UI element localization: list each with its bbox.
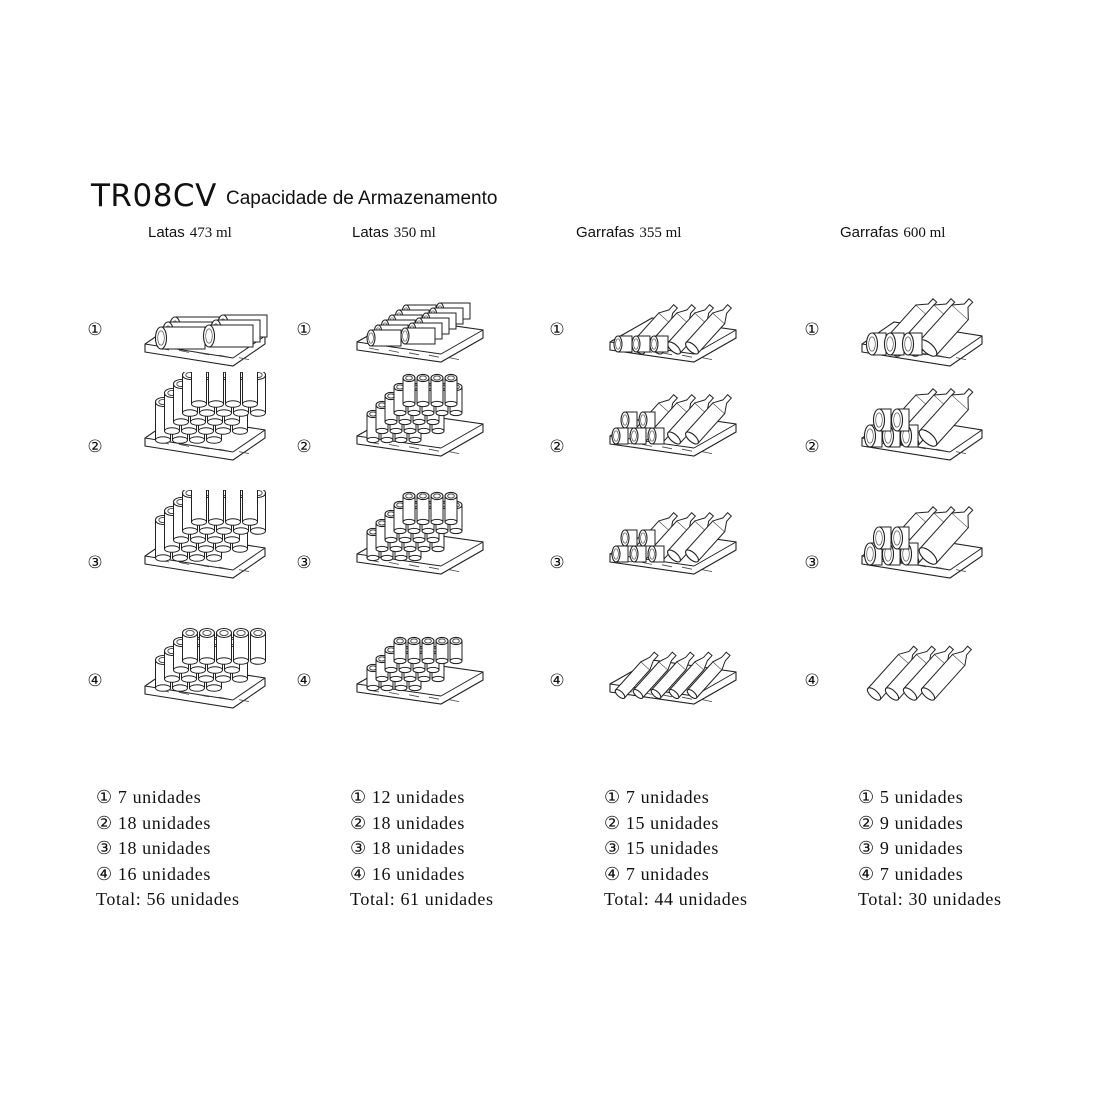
unit-count: 5 [879,787,890,807]
column-header-2 [352,224,436,242]
column-kind: Garrafas [840,224,899,241]
can-icon [630,546,646,562]
summary-line [604,836,748,862]
summary-column-1 [96,785,240,913]
total-line [604,887,748,913]
unit-count: 15 [625,812,646,833]
unit-label: unidades [396,863,465,884]
total-label: Total: [858,889,904,909]
unit-label: unidades [894,863,964,884]
unit-label: unidades [396,787,465,807]
unit-count: 16 [117,863,138,884]
unit-label: unidades [650,812,719,833]
unit-count: 7 [117,787,128,807]
unit-count: 7 [879,863,890,884]
shelf-marker: ③ [87,553,103,573]
summary-column-3 [604,785,748,913]
summary-line [604,811,748,837]
summary-column-4 [858,785,1002,913]
column-kind: Latas [352,224,389,241]
can-icon [621,530,637,546]
can-icon [632,336,650,352]
shelf-drawing-1-3 [135,490,285,590]
unit-label: unidades [396,838,465,858]
can-icon [648,546,664,562]
can-icon [885,333,905,355]
can-icon [892,409,910,431]
can-icon [403,374,415,406]
total-line [858,887,1002,913]
summary-line [858,862,1002,888]
can-icon [209,372,224,407]
unit-label: unidades [396,812,465,833]
shelf-drawing-4-3 [852,490,1002,590]
summary-line [96,836,240,862]
shelf-marker: ① [96,787,113,807]
unit-label: unidades [640,863,710,884]
can-icon [209,490,224,525]
unit-label: unidades [142,838,211,858]
shelf-marker: ③ [604,838,621,858]
shelf-marker: ② [87,437,103,457]
can-icon [621,412,637,428]
column-header-3 [576,224,681,242]
can-icon [614,336,632,352]
column-volume: 473 ml [189,225,232,241]
unit-count: 7 [625,863,636,884]
can-icon [867,333,887,355]
can-icon [874,409,892,431]
total-line [96,887,240,913]
shelf-drawing-3-1 [598,278,748,378]
can-icon [367,330,401,346]
can-icon [445,492,457,524]
summary-line [96,785,240,811]
shelf-marker: ② [296,437,312,457]
column-volume: 355 ml [639,225,682,241]
shelf-marker: ① [87,320,103,340]
unit-label: unidades [142,863,211,884]
shelf-drawing-1-4 [135,620,285,720]
unit-label: unidades [650,838,719,858]
summary-line [350,862,494,888]
can-icon [892,527,910,549]
unit-label: unidades [678,889,748,909]
shelf-marker: ② [96,812,113,833]
can-icon [903,333,923,355]
can-icon [243,372,258,407]
page-subtitle: Capacidade de Armazenamento [226,188,498,209]
can-icon [431,374,443,406]
shelf-marker: ① [804,320,820,340]
shelf-drawing-4-2 [852,372,1002,472]
total-label: Total: [96,889,142,909]
unit-label: unidades [170,889,240,909]
can-icon [874,527,892,549]
column-volume: 350 ml [393,225,436,241]
shelf-drawing-3-2 [598,372,748,472]
unit-count: 18 [371,838,392,858]
unit-label: unidades [894,812,964,833]
shelf-marker: ④ [804,671,820,691]
can-icon [650,336,668,352]
summary-line [604,785,748,811]
can-icon [156,327,206,349]
total-count: 56 [146,889,166,909]
shelf-drawing-2-3 [345,490,495,590]
shelf-marker: ③ [296,553,312,573]
unit-count: 18 [117,812,138,833]
column-kind: Latas [148,224,185,241]
can-icon [243,490,258,525]
unit-label: unidades [142,812,211,833]
unit-label: unidades [894,787,964,807]
can-icon [394,637,406,663]
summary-line [350,811,494,837]
shelf-marker: ① [350,787,367,807]
can-icon [639,530,655,546]
unit-count: 18 [117,838,138,858]
summary-line [96,862,240,888]
shelf-drawing-1-2 [135,372,285,472]
summary-line [350,836,494,862]
column-header-4 [840,224,945,242]
shelf-drawing-2-1 [345,278,495,378]
shelf-marker: ③ [858,838,875,858]
shelf-marker: ④ [858,863,875,884]
unit-label: unidades [640,787,710,807]
column-volume: 600 ml [903,225,946,241]
total-count: 61 [400,889,420,909]
total-label: Total: [350,889,396,909]
unit-label: unidades [132,787,202,807]
can-icon [408,637,420,663]
summary-column-2 [350,785,494,913]
can-icon [226,490,241,525]
unit-count: 9 [879,812,890,833]
summary-line [858,836,1002,862]
can-icon [403,492,415,524]
unit-label: unidades [932,889,1002,909]
shelf-marker: ④ [604,863,621,884]
shelf-drawing-2-2 [345,372,495,472]
shelf-marker: ④ [87,671,103,691]
unit-count: 9 [879,838,890,858]
column-header-1 [148,224,232,242]
shelf-marker: ② [804,437,820,457]
can-icon [445,374,457,406]
can-icon [204,325,254,347]
total-label: Total: [604,889,650,909]
total-count: 30 [908,889,928,909]
shelf-marker: ④ [96,863,113,884]
shelf-marker: ③ [804,553,820,573]
unit-label: unidades [424,889,494,909]
can-icon [436,637,448,663]
shelf-drawing-3-4 [598,620,748,720]
can-icon [417,492,429,524]
shelf-marker: ② [350,812,367,833]
shelf-drawing-3-3 [598,490,748,590]
can-icon [226,372,241,407]
can-icon [450,637,462,663]
unit-count: 12 [371,787,392,807]
shelf-marker: ④ [296,671,312,691]
total-count: 44 [654,889,674,909]
can-icon [192,372,207,407]
unit-count: 18 [371,812,392,833]
summary-line [604,862,748,888]
can-icon [639,412,655,428]
can-icon [251,629,266,665]
shelf-marker: ① [604,787,621,807]
summary-line [858,811,1002,837]
shelf-drawing-1-1 [135,278,285,378]
shelf-marker: ② [858,812,875,833]
shelf-marker: ② [549,437,565,457]
total-line [350,887,494,913]
can-icon [401,328,435,344]
unit-count: 15 [625,838,646,858]
can-icon [183,629,198,665]
can-icon [630,428,646,444]
shelf-drawing-2-4 [345,620,495,720]
model-title: TR08CV [91,178,217,214]
unit-count: 7 [625,787,636,807]
shelf-marker: ① [549,320,565,340]
unit-label: unidades [894,838,964,858]
shelf-drawing-4-4 [852,620,1002,720]
shelf-marker: ① [858,787,875,807]
shelf-marker: ③ [549,553,565,573]
column-kind: Garrafas [576,224,635,241]
can-icon [217,629,232,665]
can-icon [431,492,443,524]
can-icon [192,490,207,525]
summary-line [858,785,1002,811]
can-icon [200,629,215,665]
can-icon [417,374,429,406]
summary-line [96,811,240,837]
shelf-marker: ④ [350,863,367,884]
shelf-marker: ③ [350,838,367,858]
can-icon [234,629,249,665]
shelf-marker: ③ [96,838,113,858]
shelf-marker: ② [604,812,621,833]
summary-line [350,785,494,811]
shelf-marker: ④ [549,671,565,691]
can-icon [422,637,434,663]
shelf-drawing-4-1 [852,278,1002,378]
unit-count: 16 [371,863,392,884]
shelf-marker: ① [296,320,312,340]
can-icon [612,546,628,562]
can-icon [612,428,628,444]
can-icon [648,428,664,444]
